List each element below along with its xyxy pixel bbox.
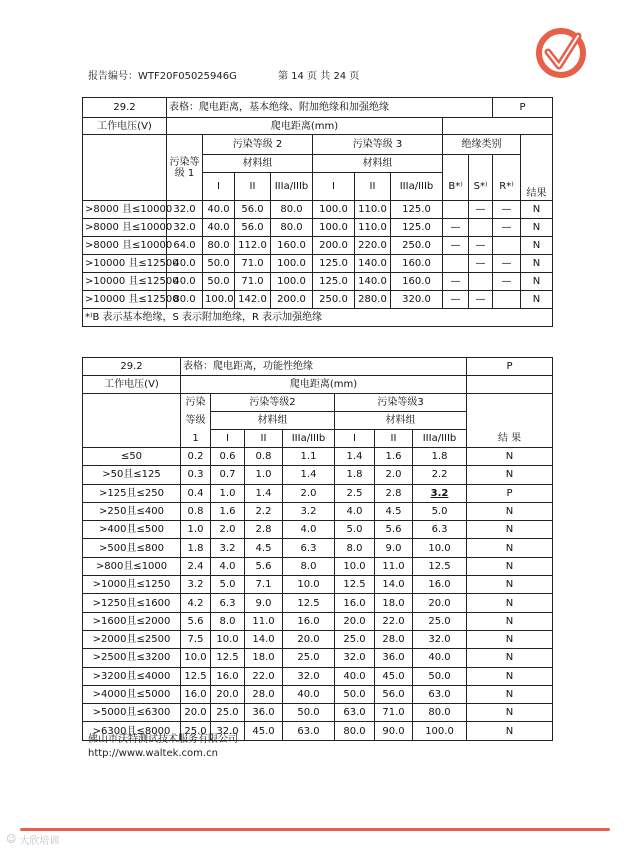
pd3-i-cell: 5.0: [335, 521, 375, 539]
pd1-cell: 0.8: [181, 502, 211, 520]
pd1-cell: 3.2: [181, 576, 211, 594]
pd2-i-cell: 80.0: [203, 237, 235, 255]
pd2-ii-cell: 9.0: [245, 594, 283, 612]
result-cell: N: [521, 237, 553, 255]
watermark: [6, 832, 59, 847]
pd3-iii-cell: 80.0: [413, 704, 467, 722]
result-cell: N: [467, 466, 553, 484]
pd2-ii-cell: 5.6: [245, 557, 283, 575]
pd2-iii-cell: 4.0: [283, 521, 335, 539]
pd3-iii-cell: 40.0: [413, 649, 467, 667]
result-cell: N: [467, 649, 553, 667]
pd3-ii-cell: 110.0: [355, 201, 391, 219]
pd2-iii-cell: 2.0: [283, 484, 335, 502]
result-cell: N: [521, 273, 553, 291]
pd3-ii-cell: 90.0: [375, 722, 413, 740]
table-row: [83, 557, 553, 575]
pd2-iii-cell: 200.0: [271, 291, 313, 309]
pd2-ii-cell: 56.0: [235, 201, 271, 219]
pd2-iii-cell: 50.0: [283, 704, 335, 722]
ins-s-cell: —: [469, 201, 493, 219]
table-row: [83, 219, 553, 237]
pd1-cell: 0.2: [181, 448, 211, 466]
pd2-iii-cell: 100.0: [271, 255, 313, 273]
pd3-i-cell: 80.0: [335, 722, 375, 740]
material-group: 材料组: [203, 155, 313, 173]
result-cell: N: [467, 576, 553, 594]
pd3-i-cell: 125.0: [313, 273, 355, 291]
voltage-cell: >1250且≤1600: [83, 594, 181, 612]
pd1-cell: 1.0: [181, 521, 211, 539]
pd2-i-cell: 3.2: [211, 539, 245, 557]
voltage-cell: >500且≤800: [83, 539, 181, 557]
pd2-ii-cell: 2.2: [245, 502, 283, 520]
table-row: [83, 630, 553, 648]
pd3-iii-cell: 1.8: [413, 448, 467, 466]
pd2-i-cell: 8.0: [211, 612, 245, 630]
ins-b-cell: —: [443, 237, 469, 255]
pd2-iii-cell: 40.0: [283, 685, 335, 703]
pd2-i-cell: 100.0: [203, 291, 235, 309]
table-row: [83, 576, 553, 594]
pd3-iii-cell: 12.5: [413, 557, 467, 575]
ins-r-cell: —: [493, 219, 521, 237]
table-row: [83, 704, 553, 722]
voltage-cell: >2000且≤2500: [83, 630, 181, 648]
pd2-ii-cell: 56.0: [235, 219, 271, 237]
pd3-i-cell: 32.0: [335, 649, 375, 667]
col-creepage: 爬电距离(mm): [167, 118, 443, 135]
pd3-iii-cell: 6.3: [413, 521, 467, 539]
pd2-iii-cell: 1.4: [283, 466, 335, 484]
table-row: [83, 685, 553, 703]
pd1-cell: 4.2: [181, 594, 211, 612]
voltage-cell: >800且≤1000: [83, 557, 181, 575]
pd2-ii-cell: 7.1: [245, 576, 283, 594]
ins-b-cell: —: [443, 273, 469, 291]
result-cell: N: [521, 201, 553, 219]
pd3-iii-cell: 160.0: [391, 273, 443, 291]
pollution-degree-2: 污染等级 2: [203, 135, 313, 155]
pd3-iii-cell: 5.0: [413, 502, 467, 520]
voltage-cell: >3200且≤4000: [83, 667, 181, 685]
pd2-iii-cell: 63.0: [283, 722, 335, 740]
pollution-degree-3: 污染等级 3: [313, 135, 443, 155]
pollution-degree-1-line3: 1: [181, 430, 211, 448]
pd2-ii-cell: 4.5: [245, 539, 283, 557]
pd3-iii-cell: 16.0: [413, 576, 467, 594]
creepage-functional-insulation-table: [82, 357, 553, 741]
ins-r-cell: —: [493, 255, 521, 273]
pd3-i-cell: 25.0: [335, 630, 375, 648]
pd1-cell: 1.8: [181, 539, 211, 557]
verdict: P: [467, 358, 553, 376]
pd2-ii-cell: 22.0: [245, 667, 283, 685]
pd2-i-cell: 4.0: [211, 557, 245, 575]
pd2-iii-cell: 32.0: [283, 667, 335, 685]
table-row: [83, 273, 553, 291]
table-title: 表格：爬电距离，功能性绝缘: [181, 358, 467, 376]
material-group-ii: II: [245, 430, 283, 448]
pd3-i-cell: 125.0: [313, 255, 355, 273]
pd3-i-cell: 200.0: [313, 237, 355, 255]
table-row: [83, 612, 553, 630]
pd2-i-cell: 25.0: [211, 704, 245, 722]
voltage-cell: >10000 且≤12500: [83, 291, 167, 309]
pd3-ii-cell: 280.0: [355, 291, 391, 309]
pd2-ii-cell: 18.0: [245, 649, 283, 667]
pd3-ii-cell: 56.0: [375, 685, 413, 703]
result-cell: N: [467, 539, 553, 557]
insulation-basic: B*⁾: [443, 173, 469, 201]
pd2-ii-cell: 1.0: [245, 466, 283, 484]
pd3-i-cell: 1.4: [335, 448, 375, 466]
watermark-text: 大欣培训: [19, 836, 60, 847]
pd3-i-cell: 1.8: [335, 466, 375, 484]
col-voltage: 工作电压(V): [83, 376, 181, 394]
table-note: *⁾B 表示基本绝缘，S 表示附加绝缘，R 表示加强绝缘: [83, 309, 553, 327]
material-group-i: I: [335, 430, 375, 448]
result-header: 结 果: [467, 430, 553, 448]
page-info: 第 14 页 共 24 页: [278, 71, 360, 82]
pd2-ii-cell: 2.8: [245, 521, 283, 539]
pd1-cell: 7.5: [181, 630, 211, 648]
pd2-iii-cell: 80.0: [271, 219, 313, 237]
pd3-ii-cell: 22.0: [375, 612, 413, 630]
voltage-cell: >4000且≤5000: [83, 685, 181, 703]
col-voltage: 工作电压(V): [83, 118, 167, 135]
material-group-i: I: [313, 173, 355, 201]
pollution-degree-1-line1: 污染: [181, 394, 211, 412]
pd3-i-cell: 8.0: [335, 539, 375, 557]
table-row: [83, 201, 553, 219]
pd3-ii-cell: 4.5: [375, 502, 413, 520]
pd2-ii-cell: 142.0: [235, 291, 271, 309]
pd3-iii-cell: 25.0: [413, 612, 467, 630]
pd3-i-cell: 100.0: [313, 201, 355, 219]
result-cell: N: [467, 630, 553, 648]
voltage-cell: >8000 且≤10000: [83, 219, 167, 237]
pd2-ii-cell: 71.0: [235, 255, 271, 273]
pd1-cell: 0.3: [181, 466, 211, 484]
material-group-iii: IIIa/IIIb: [283, 430, 335, 448]
pd2-i-cell: 16.0: [211, 667, 245, 685]
creepage-basic-insulation-table: [82, 97, 553, 327]
pd3-i-cell: 16.0: [335, 594, 375, 612]
pd3-ii-cell: 140.0: [355, 273, 391, 291]
voltage-cell: >10000 且≤12500: [83, 273, 167, 291]
pd1-cell: 25.0: [181, 722, 211, 740]
result-cell: N: [521, 255, 553, 273]
pd2-i-cell: 6.3: [211, 594, 245, 612]
pollution-degree-1: 污染等级 1: [167, 135, 203, 201]
pd3-iii-cell: 125.0: [391, 201, 443, 219]
material-group-ii: II: [235, 173, 271, 201]
pd2-i-cell: 20.0: [211, 685, 245, 703]
material-group-iii: IIIa/IIIb: [271, 173, 313, 201]
verdict: P: [493, 98, 553, 118]
table-row: [83, 667, 553, 685]
pd3-ii-cell: 14.0: [375, 576, 413, 594]
result-cell: N: [467, 612, 553, 630]
pd2-iii-cell: 20.0: [283, 630, 335, 648]
pd2-i-cell: 50.0: [203, 273, 235, 291]
pd3-i-cell: 10.0: [335, 557, 375, 575]
pd1-cell: 0.4: [181, 484, 211, 502]
result-cell: P: [467, 484, 553, 502]
pd3-iii-cell: 125.0: [391, 219, 443, 237]
pd2-i-cell: 0.6: [211, 448, 245, 466]
footer: [88, 733, 238, 761]
pd1-cell: 20.0: [181, 704, 211, 722]
pd3-i-cell: 63.0: [335, 704, 375, 722]
pd2-iii-cell: 160.0: [271, 237, 313, 255]
result-cell: N: [467, 685, 553, 703]
material-group-ii: II: [375, 430, 413, 448]
pd3-ii-cell: 220.0: [355, 237, 391, 255]
pd3-iii-cell: 63.0: [413, 685, 467, 703]
pd2-i-cell: 10.0: [211, 630, 245, 648]
result-cell: N: [467, 448, 553, 466]
pd3-ii-cell: 11.0: [375, 557, 413, 575]
pd1-cell: 32.0: [167, 201, 203, 219]
pd3-ii-cell: 140.0: [355, 255, 391, 273]
pd1-cell: 80.0: [167, 291, 203, 309]
pd3-i-cell: 40.0: [335, 667, 375, 685]
pd3-ii-cell: 18.0: [375, 594, 413, 612]
pd1-cell: 40.0: [167, 255, 203, 273]
pd2-i-cell: 1.0: [211, 484, 245, 502]
ins-s-cell: [469, 273, 493, 291]
pd1-cell: 5.6: [181, 612, 211, 630]
pd3-ii-cell: 45.0: [375, 667, 413, 685]
pd3-ii-cell: 28.0: [375, 630, 413, 648]
pd2-i-cell: 32.0: [211, 722, 245, 740]
pd3-i-cell: 250.0: [313, 291, 355, 309]
voltage-cell: >1000且≤1250: [83, 576, 181, 594]
table-row: [83, 466, 553, 484]
table-row: [83, 539, 553, 557]
material-group: 材料组: [211, 412, 335, 430]
company-name: 佛山市沃特测试技术服务有限公司: [88, 734, 238, 745]
pd3-iii-cell: 32.0: [413, 630, 467, 648]
pd1-cell: 64.0: [167, 237, 203, 255]
result-header: 结果: [521, 187, 553, 201]
voltage-cell: >8000 且≤10000: [83, 201, 167, 219]
table-row: [83, 594, 553, 612]
material-group: 材料组: [313, 155, 443, 173]
pd1-cell: 2.4: [181, 557, 211, 575]
ins-r-cell: —: [493, 273, 521, 291]
pd3-iii-cell: 3.2: [413, 484, 467, 502]
ins-b-cell: —: [443, 219, 469, 237]
col-creepage: 爬电距离(mm): [181, 376, 467, 394]
pd2-iii-cell: 80.0: [271, 201, 313, 219]
result-cell: N: [521, 291, 553, 309]
result-cell: N: [467, 704, 553, 722]
pd3-iii-cell: 50.0: [413, 667, 467, 685]
voltage-cell: >50且≤125: [83, 466, 181, 484]
result-cell: N: [467, 502, 553, 520]
table-row: [83, 291, 553, 309]
material-group-i: I: [203, 173, 235, 201]
clause-number: 29.2: [83, 98, 167, 118]
pd3-ii-cell: 2.0: [375, 466, 413, 484]
company-url[interactable]: http://www.waltek.com.cn: [88, 748, 218, 759]
pd2-ii-cell: 45.0: [245, 722, 283, 740]
table-row: [83, 237, 553, 255]
table-row: [83, 448, 553, 466]
pd2-ii-cell: 112.0: [235, 237, 271, 255]
pd2-i-cell: 5.0: [211, 576, 245, 594]
pollution-degree-1-line2: 等级: [181, 412, 211, 430]
pd2-i-cell: 12.5: [211, 649, 245, 667]
pd3-i-cell: 20.0: [335, 612, 375, 630]
ins-s-cell: —: [469, 255, 493, 273]
pollution-degree-3: 污染等级3: [335, 394, 467, 412]
pd2-iii-cell: 16.0: [283, 612, 335, 630]
pd1-cell: 40.0: [167, 273, 203, 291]
pd3-ii-cell: 2.8: [375, 484, 413, 502]
voltage-cell: >10000 且≤12500: [83, 255, 167, 273]
pd3-ii-cell: 1.6: [375, 448, 413, 466]
voltage-cell: >400且≤500: [83, 521, 181, 539]
pd1-cell: 10.0: [181, 649, 211, 667]
table-title: 表格：爬电距离，基本绝缘、附加绝缘和加强绝缘: [167, 98, 493, 118]
report-header: [88, 67, 418, 83]
pd2-i-cell: 1.6: [211, 502, 245, 520]
voltage-cell: >2500且≤3200: [83, 649, 181, 667]
result-cell: N: [521, 219, 553, 237]
ins-r-cell: —: [493, 201, 521, 219]
pd2-i-cell: 40.0: [203, 201, 235, 219]
ins-r-cell: [493, 291, 521, 309]
pd2-ii-cell: 36.0: [245, 704, 283, 722]
ins-r-cell: [493, 237, 521, 255]
pd3-ii-cell: 5.6: [375, 521, 413, 539]
pd2-iii-cell: 1.1: [283, 448, 335, 466]
voltage-cell: >5000且≤6300: [83, 704, 181, 722]
pd2-iii-cell: 8.0: [283, 557, 335, 575]
pd3-iii-cell: 100.0: [413, 722, 467, 740]
pd2-i-cell: 50.0: [203, 255, 235, 273]
result-cell: N: [467, 667, 553, 685]
pollution-degree-2: 污染等级2: [211, 394, 335, 412]
pd2-iii-cell: 100.0: [271, 273, 313, 291]
insulation-supplementary: S*⁾: [469, 173, 493, 201]
ins-b-cell: [443, 255, 469, 273]
pd3-i-cell: 2.5: [335, 484, 375, 502]
ins-s-cell: —: [469, 291, 493, 309]
waltek-logo-icon: [534, 26, 588, 80]
pd2-iii-cell: 12.5: [283, 594, 335, 612]
material-group-i: I: [211, 430, 245, 448]
pd2-ii-cell: 1.4: [245, 484, 283, 502]
pd3-i-cell: 12.5: [335, 576, 375, 594]
voltage-cell: >8000 且≤10000: [83, 237, 167, 255]
watermark-icon: ☺: [6, 834, 17, 845]
pd2-iii-cell: 10.0: [283, 576, 335, 594]
pd3-iii-cell: 20.0: [413, 594, 467, 612]
pd3-ii-cell: 110.0: [355, 219, 391, 237]
pd2-iii-cell: 6.3: [283, 539, 335, 557]
insulation-type: 绝缘类别: [443, 135, 521, 155]
voltage-cell: ≤50: [83, 448, 181, 466]
material-group-ii: II: [355, 173, 391, 201]
ins-b-cell: —: [443, 291, 469, 309]
pd3-i-cell: 100.0: [313, 219, 355, 237]
pd2-iii-cell: 3.2: [283, 502, 335, 520]
pd2-ii-cell: 14.0: [245, 630, 283, 648]
pd1-cell: 16.0: [181, 685, 211, 703]
pd2-iii-cell: 25.0: [283, 649, 335, 667]
table-row: [83, 502, 553, 520]
pd2-i-cell: 40.0: [203, 219, 235, 237]
ins-b-cell: [443, 201, 469, 219]
voltage-cell: >6300且≤8000: [83, 722, 181, 740]
material-group-iii: IIIa/IIIb: [391, 173, 443, 201]
pd3-iii-cell: 160.0: [391, 255, 443, 273]
result-cell: N: [467, 521, 553, 539]
report-number: 报告编号：WTF20F05025946G: [88, 71, 237, 82]
pd3-ii-cell: 36.0: [375, 649, 413, 667]
clause-number: 29.2: [83, 358, 181, 376]
result-cell: N: [467, 557, 553, 575]
footer-divider: [20, 828, 610, 831]
pd2-ii-cell: 28.0: [245, 685, 283, 703]
insulation-reinforced: R*⁾: [493, 173, 521, 201]
voltage-cell: >1600且≤2000: [83, 612, 181, 630]
table-row: [83, 255, 553, 273]
pd3-iii-cell: 250.0: [391, 237, 443, 255]
material-group-iii: IIIa/IIIb: [413, 430, 467, 448]
table-row: [83, 484, 553, 502]
pd1-cell: 32.0: [167, 219, 203, 237]
pd2-i-cell: 0.7: [211, 466, 245, 484]
ins-s-cell: [469, 219, 493, 237]
ins-s-cell: —: [469, 237, 493, 255]
material-group: 材料组: [335, 412, 467, 430]
table-row: [83, 521, 553, 539]
table-row: [83, 649, 553, 667]
pd3-iii-cell: 2.2: [413, 466, 467, 484]
pd3-iii-cell: 320.0: [391, 291, 443, 309]
pd2-ii-cell: 71.0: [235, 273, 271, 291]
pd3-ii-cell: 71.0: [375, 704, 413, 722]
voltage-cell: >125且≤250: [83, 484, 181, 502]
result-cell: N: [467, 722, 553, 740]
voltage-cell: >250且≤400: [83, 502, 181, 520]
pd2-ii-cell: 0.8: [245, 448, 283, 466]
pd2-ii-cell: 11.0: [245, 612, 283, 630]
pd1-cell: 12.5: [181, 667, 211, 685]
pd3-ii-cell: 9.0: [375, 539, 413, 557]
pd3-iii-cell: 10.0: [413, 539, 467, 557]
result-cell: N: [467, 594, 553, 612]
pd3-i-cell: 50.0: [335, 685, 375, 703]
pd2-i-cell: 2.0: [211, 521, 245, 539]
pd3-i-cell: 4.0: [335, 502, 375, 520]
